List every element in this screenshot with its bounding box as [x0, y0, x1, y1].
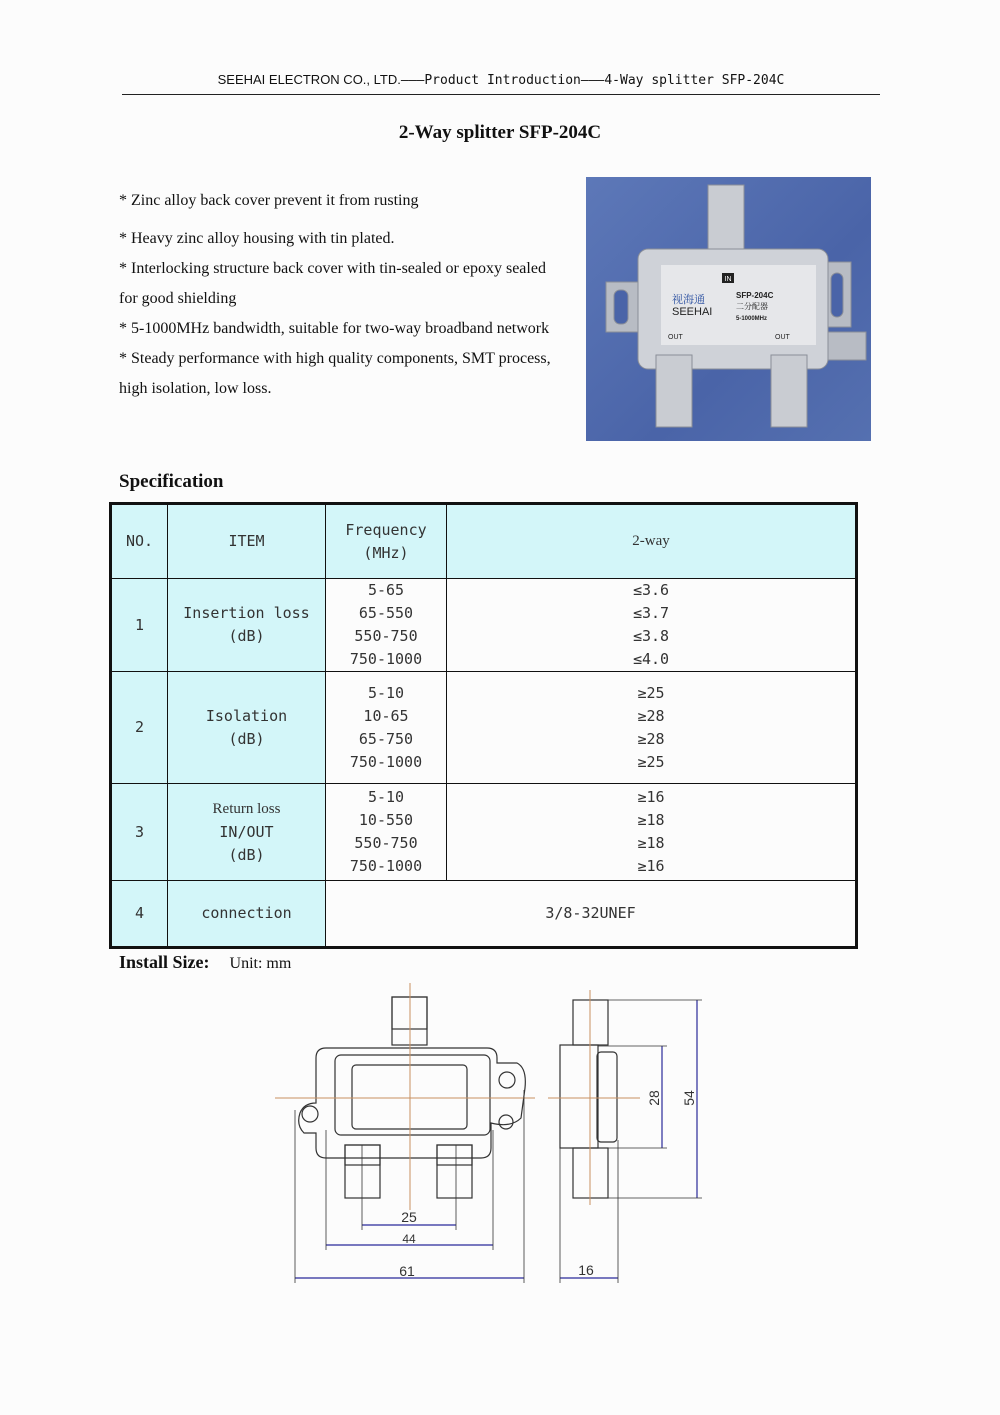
item-line: Return loss	[212, 800, 281, 817]
freq-label: Frequency	[345, 520, 427, 539]
photo-label-in: IN	[724, 276, 732, 283]
row-value: 3/8-32UNEF	[326, 881, 857, 948]
freq-line: 550-750	[354, 834, 418, 852]
feature-list	[119, 186, 559, 404]
item-line: (dB)	[228, 729, 265, 748]
feature-item: * Zinc alloy back cover prevent it from rusting	[119, 192, 419, 209]
header-no: NO.	[111, 504, 168, 579]
value-line: ≥25	[637, 683, 665, 702]
freq-line: 750-1000	[349, 857, 423, 875]
row-freq	[326, 672, 447, 784]
value-line: ≥28	[637, 729, 665, 748]
photo-brand: SEEHAI	[672, 306, 713, 318]
dim-25: 25	[401, 1209, 417, 1225]
table-row	[111, 579, 857, 672]
value-line: ≥28	[637, 706, 665, 725]
install-label: Install Size:	[119, 952, 210, 972]
freq-line: 65-550	[358, 604, 414, 622]
spec-heading: Specification	[119, 471, 224, 492]
freq-unit: (MHz)	[363, 543, 409, 562]
dim-16: 16	[578, 1262, 594, 1278]
company-name: SEEHAI ELECTRON CO., LTD.	[217, 72, 401, 87]
value-line: ≥18	[637, 834, 665, 852]
item-line: (dB)	[228, 845, 265, 864]
photo-band: 5-1000MHz	[736, 316, 768, 322]
feature-item: * Steady performance with high quality components, SMT process, high isolation, low loss.	[119, 350, 551, 397]
row-value	[447, 784, 857, 881]
freq-line: 750-1000	[349, 650, 423, 668]
item-line: (dB)	[228, 627, 265, 645]
row-value	[447, 579, 857, 672]
row-freq	[326, 579, 447, 672]
row-freq	[326, 784, 447, 881]
page-header	[122, 72, 880, 95]
value-line: ≥16	[637, 857, 665, 875]
feature-item: * 5-1000MHz bandwidth, suitable for two-way broadband network	[119, 320, 550, 337]
dimension-drawing	[270, 980, 720, 1290]
feature-item: * Heavy zinc alloy housing with tin plated.	[119, 230, 395, 247]
item-line: IN/OUT	[219, 822, 274, 841]
freq-line: 5-10	[367, 683, 405, 702]
freq-line: 550-750	[354, 627, 418, 645]
item-line: Insertion loss	[183, 604, 310, 622]
row-item: connection	[168, 881, 326, 948]
row-item	[168, 672, 326, 784]
row-no: 2	[111, 672, 168, 784]
photo-model: SFP-204C	[736, 291, 774, 300]
value-line: ≥18	[637, 811, 665, 829]
value-line: ≥16	[637, 788, 665, 806]
dim-44: 44	[402, 1232, 416, 1246]
value-line: ≤4.0	[632, 650, 670, 668]
dim-61: 61	[399, 1263, 415, 1279]
feature-item: * Interlocking structure back cover with tin-sealed or epoxy sealed for good shielding	[119, 260, 546, 307]
row-item	[168, 579, 326, 672]
freq-line: 5-65	[367, 581, 405, 599]
photo-out-right: OUT	[775, 334, 790, 341]
freq-line: 65-750	[358, 729, 414, 748]
page-title: 2-Way splitter SFP-204C	[398, 122, 602, 143]
row-no: 4	[111, 881, 168, 948]
dim-54: 54	[681, 1090, 697, 1106]
freq-line: 10-550	[358, 811, 414, 829]
freq-line: 10-65	[363, 706, 409, 725]
value-line: ≥25	[637, 752, 665, 771]
install-unit: Unit: mm	[229, 955, 292, 972]
value-line: ≤3.8	[632, 627, 670, 645]
row-no: 3	[111, 784, 168, 881]
row-value	[447, 672, 857, 784]
table-row	[111, 881, 857, 948]
photo-model-cn: 二分配器	[736, 302, 768, 311]
photo-brand-cn: 视海通	[672, 294, 705, 306]
header-frequency	[326, 504, 447, 579]
table-row	[111, 672, 857, 784]
dim-28: 28	[646, 1090, 662, 1106]
table-header-row	[111, 504, 857, 579]
freq-line: 5-10	[367, 788, 405, 806]
header-2way: 2-way	[447, 504, 857, 579]
row-no: 1	[111, 579, 168, 672]
freq-line: 750-1000	[349, 752, 423, 771]
table-row	[111, 784, 857, 881]
item-line: Isolation	[205, 706, 288, 725]
header-text: ———Product Introduction———4-Way splitter SFP-204C	[400, 73, 785, 88]
product-photo	[586, 177, 871, 441]
install-size	[119, 952, 291, 973]
value-line: ≤3.7	[632, 604, 670, 622]
value-line: ≤3.6	[632, 581, 670, 599]
spec-table	[109, 502, 858, 949]
row-item	[168, 784, 326, 881]
header-item: ITEM	[168, 504, 326, 579]
photo-out-left: OUT	[668, 334, 683, 341]
